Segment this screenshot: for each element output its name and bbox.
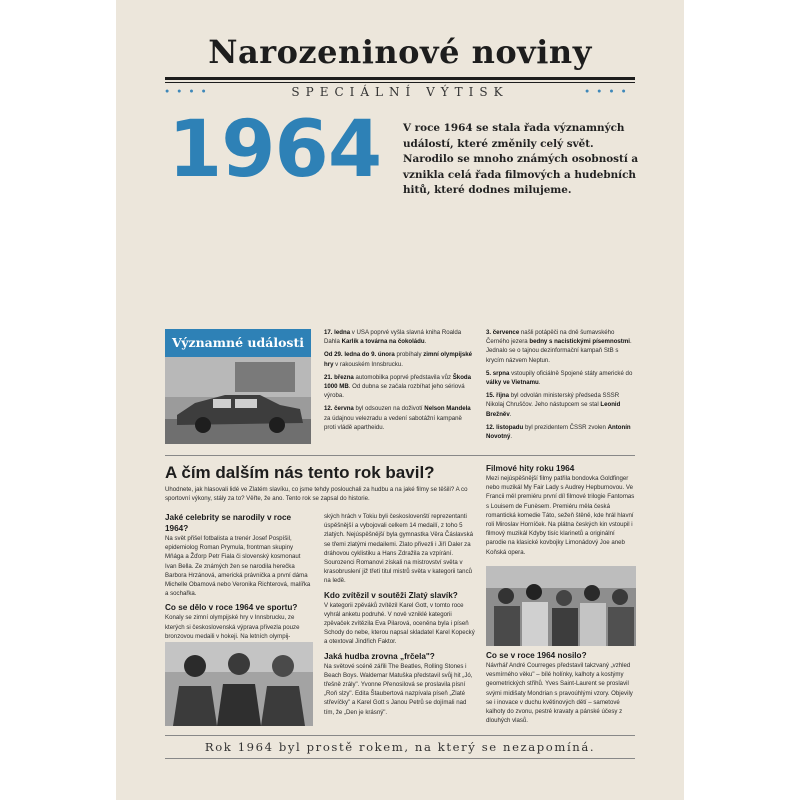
section-divider (165, 455, 635, 456)
fun-column-3b (486, 650, 636, 729)
events-label: Významné události (165, 329, 311, 357)
slavik-title: Kdo zvítězil v soutěži Zlatý slavík? (324, 590, 458, 600)
car-image-icon (165, 357, 311, 444)
events-column-left (324, 328, 475, 436)
footer-rule-top (165, 735, 635, 736)
music-title: Jaká hudba zrovna „frčela"? (324, 651, 435, 661)
gymnasts-photo (165, 642, 313, 726)
event-item: 15. října byl odvolán ministerský předseda SSSR Nikolaj Chruščov. Jeho nástupcem se stal Leonid Brežněv. (486, 392, 621, 418)
masthead-rule-thin (165, 82, 635, 83)
event-item: 3. července našli potápěči na dně šumavského Černého jezera bedny s nacistickými písemnostmi. Jednalo se o tajnou dezinformační kampaň StB s krycím názvem Neptun. (486, 329, 632, 364)
lead-text: Uhodnete, jak hlasovali lidé ve Zlatém slavíku, co jsme tehdy poslouchali za hudbu a na jaké filmy se těšili? A co sportovní výkony, stály za to? Věřte, že ano. Tento rok se zapsal do historie. (165, 486, 468, 503)
event-item: 5. srpna vstoupily oficiálně Spojené státy americké do války ve Vietnamu. (486, 369, 633, 387)
event-item: 12. listopadu byl prezidentem ČSSR zvolen Antonín Novotný. (486, 423, 631, 441)
sport-text: Konaly se zimní olympijské hry v Innsbrucku, ze kterých si československá výprava přivezla pouze bronzovou medaili v hokeji. Na letních olympij- (165, 614, 300, 640)
crowd-image-icon (486, 566, 636, 646)
slavik-text: V kategorii zpěváků zvítězil Karel Gott, v tomto roce vyhrál anketu podruhé. V nově vzniklé kategorii zpěvaček zvítězila Eva Pilarová, oceněna byla i píseň Schody do nebe, kterou napsal skladatel Karel Kopecký a otextoval Jindřich Faktor. (324, 601, 475, 646)
crowd-photo (486, 566, 636, 646)
events-column-right (486, 328, 636, 445)
dots-right: ● ● ● ● (585, 88, 629, 95)
fun-column-1 (165, 512, 313, 645)
masthead-title: Narozeninové noviny (208, 33, 592, 71)
films-text: Mezi nejúspěšnější filmy patřila bondovka Goldfinger nebo muzikál My Fair Lady s Audrey Hepburnovou. Ve Francii měl premiéru první díl filmové trilogie Fantomas s Louisem de Funèsem. Premiéru měla česká romantická komedie Táto, sežeň štěně, kde hrál hlavní roli Miroslav Horníček. Na plátna českých kin vstoupil i filmový muzikál Kdyby tisíc klarinetů a originální parodie na klasické kovbojky Limonádový Joe aneb Koňská opera. (486, 475, 635, 556)
music-text: Na světové scéně zářili The Beatles, Rolling Stones i Beach Boys. Waldemar Matuška představil svůj hit „Jó, třešně zrály". Yvonne Přenosilová se proslavila písní „Roň slzy". Edita Štaubertová nazpívala píseň „Zlaté střevíčky" a Karel Gott s Janou Petrů se dojímali nad tím, že „Den je krásný". (324, 662, 473, 716)
celeb-title: Jaké celebrity se narodily v roce 1964? (165, 513, 292, 533)
footer-rule-bottom (165, 758, 635, 759)
event-item: 12. června byl odsouzen na doživotí Nelson Mandela za údajnou velezradu a vedení sabotážní kampaně proti vládě apartheidu. (324, 405, 471, 431)
fun-headline: A čím dalším nás tento rok bavil? (165, 463, 435, 482)
event-item: 17. ledna v USA poprvé vyšla slavná kniha Roalda Dahla Karlík a továrna na čokoládu. (324, 329, 462, 346)
year-heading: 1964 (168, 105, 382, 195)
event-item: 21. března automobilka poprvé představila vůz Škoda 1000 MB. Od dubna se začala rozbíhat jeho sériová výroba. (324, 373, 472, 400)
masthead-subtitle: SPECIÁLNÍ VÝTISK (291, 85, 509, 99)
sport-title: Co se dělo v roce 1964 ve sportu? (165, 603, 298, 613)
fun-lead (165, 485, 475, 507)
celeb-text: Na svět přišel fotbalista a trenér Josef Pospíšil, epidemiolog Roman Prymula, frontman skupiny Mňága a Žďorp Petr Fiala či slovenský kosmonaut Ivan Bella. Ze známých žen se narodila herečka Barbora Hrzánová, americká právnička a první dáma Michelle Obamová nebo Veronika Richterová, malířka a sochařka. (165, 535, 311, 598)
fun-column-3 (486, 463, 636, 561)
car-photo (165, 357, 311, 444)
dots-left: ● ● ● ● (165, 88, 209, 95)
intro-text: V roce 1964 se stala řada významných událostí, které změnily celý svět. Narodilo se mnoho známých osobností a vznikla celá řada filmových a hudebních hitů, které dodnes milujeme. (403, 122, 639, 196)
fashion-text: Návrhář André Courreges představil takzvaný „vzhled vesmírného věku" – bílé holínky, kalhoty a kostýmy geometrických střihů. Yves Saint-Laurent se proslavil svými midišaty Mondrian s pravoúhlými vzory. Objevily se i inovace v duchu květinových dětí – sametové kalhoty do zvonu, pestré kravaty a pánské účesy z dlouhých vlasů. (486, 662, 633, 725)
gymnasts-image-icon (165, 642, 313, 726)
masthead-rule-top (165, 77, 635, 80)
films-title: Filmové hity roku 1964 (486, 464, 575, 473)
sport-continued: ských hrách v Tokiu byli českoslovenští reprezentanti úspěšnější a vybojovali celkem 14 medailí, z toho 5 zlatých. Nejúspěšnější byla gymnastka Věra Čáslavská se třemi zlatými medailemi. Zlato přivezli i Jiří Daler za dráhovou cyklistiku a Hans Zdražila za vzpírání. Sourozenci Romanovi získali na mistrovství světa v krasobruslení již třetí titul mistrů světa v kategorii tanců na ledě. (324, 513, 474, 585)
fun-column-2 (324, 512, 475, 721)
event-item: Od 29. ledna do 9. února probíhaly zimní olympijské hry v rakouském Innsbrucku. (324, 351, 473, 368)
fashion-title: Co se v roce 1964 nosilo? (486, 651, 587, 660)
footer-text: Rok 1964 byl prostě rokem, na který se nezapomíná. (204, 740, 596, 754)
